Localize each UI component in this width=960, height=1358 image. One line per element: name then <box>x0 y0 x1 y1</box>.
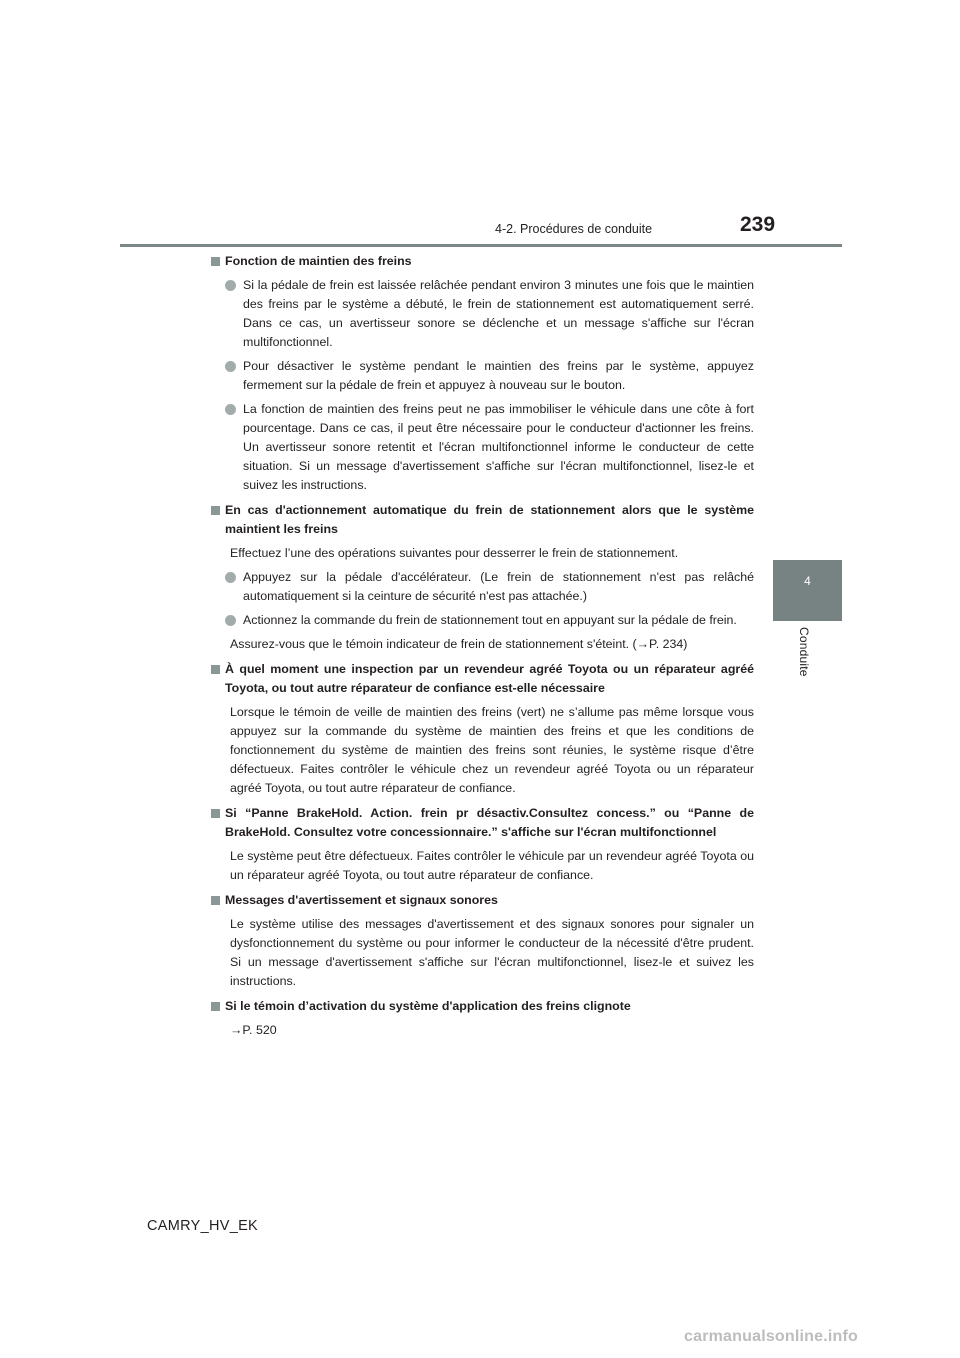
section-heading <box>210 501 754 539</box>
section-title: À quel moment une inspection par un revendeur agréé Toyota ou un réparateur agréé Toyota, ou tout autre réparateur de confiance est-elle nécessaire <box>225 662 754 695</box>
chapter-tab-label: Conduite <box>797 627 811 677</box>
section-title: En cas d'actionnement automatique du frein de stationnement alors que le système maintient les freins <box>225 503 754 536</box>
footer-model-code: CAMRY_HV_EK <box>147 1218 259 1234</box>
section-heading <box>210 660 754 698</box>
list-item <box>210 276 754 352</box>
circle-bullet-icon <box>225 572 236 583</box>
section-brake-indicator-flashing <box>210 997 754 1040</box>
section-title: Fonction de maintien des freins <box>225 254 412 268</box>
header-divider <box>120 244 842 247</box>
circle-bullet-icon <box>225 404 236 415</box>
section-body: Le système utilise des messages d'avertissement et des signaux sonores pour signaler un dysfonctionnement du système ou pour informer le conducteur de la nécessité d'être prudent. Si un message d'avertissement s'affiche sur l'écran multifonctionnel, lisez-le et suivez les instructions. <box>230 917 754 988</box>
section-title: Si “Panne BrakeHold. Action. frein pr désactiv.Consultez concess.” ou “Panne de BrakeHold. Consultez votre concessionnaire.” s'affiche sur l'écran multifonctionnel <box>225 806 754 839</box>
chapter-tab[interactable] <box>773 560 842 621</box>
page-reference-link[interactable]: →P. 520 <box>230 1023 277 1037</box>
section-body: Lorsque le témoin de veille de maintien des freins (vert) ne s’allume pas même lorsque vous appuyez sur la commande du système de maintien des freins et que les conditions de fonctionnement du système de maintien des freins sont réunies, le système risque d’être défectueux. Faites contrôler le véhicule chez un revendeur agréé Toyota ou un réparateur agréé Toyota, ou tout autre réparateur de confiance. <box>230 705 754 795</box>
section-auto-parking-brake <box>210 501 754 654</box>
list-item-text: La fonction de maintien des freins peut ne pas immobiliser le véhicule dans une côte à fort pourcentage. Dans ce cas, il peut être nécessaire pour le conducteur d'actionner les freins. Un avertisseur sonore retentit et l'écran multifonctionnel informe le conducteur de cette situation. Si un message d'avertissement s'affiche sur l'écran multifonctionnel, lisez-le et suivez les instructions. <box>243 402 754 492</box>
section-heading <box>210 804 754 842</box>
square-bullet-icon <box>211 896 220 905</box>
circle-bullet-icon <box>225 280 236 291</box>
section-brake-hold-function <box>210 252 754 495</box>
header-section-title: 4-2. Procédures de conduite <box>495 222 653 236</box>
list-item <box>210 357 754 395</box>
section-intro: Effectuez l’une des opérations suivantes pour desserrer le frein de stationnement. <box>230 546 679 560</box>
list-item-text: Pour désactiver le système pendant le maintien des freins par le système, appuyez fermement sur la pédale de frein et appuyez à nouveau sur le bouton. <box>243 359 754 392</box>
square-bullet-icon <box>211 665 220 674</box>
list-item <box>210 611 754 630</box>
list-item <box>210 568 754 606</box>
section-warning-messages <box>210 891 754 991</box>
chapter-tab-number: 4 <box>804 574 811 588</box>
page-reference-note[interactable]: Assurez-vous que le témoin indicateur de frein de stationnement s'éteint. (→P. 234) <box>230 637 688 651</box>
section-body: Le système peut être défectueux. Faites contrôler le véhicule par un revendeur agréé Toyota ou un réparateur agréé Toyota, ou tout autre réparateur de confiance. <box>230 849 754 882</box>
circle-bullet-icon <box>225 615 236 626</box>
section-heading <box>210 891 754 910</box>
section-heading <box>210 997 754 1016</box>
section-title: Messages d'avertissement et signaux sonores <box>225 893 498 907</box>
list-item-text: Actionnez la commande du frein de stationnement tout en appuyant sur la pédale de frein. <box>243 613 737 627</box>
list-item-text: Si la pédale de frein est laissée relâchée pendant environ 3 minutes une fois que le maintien des freins par le système a débuté, le frein de stationnement est automatiquement serré. Dans ce cas, un avertisseur sonore se déclenche et un message s'affiche sur l'écran multifonctionnel. <box>243 278 754 349</box>
section-inspection-needed <box>210 660 754 798</box>
square-bullet-icon <box>211 1002 220 1011</box>
watermark: carmanualsonline.info <box>684 1328 859 1345</box>
square-bullet-icon <box>211 809 220 818</box>
section-heading <box>210 252 754 271</box>
section-brakehold-failure-message <box>210 804 754 885</box>
page-number: 239 <box>740 213 776 236</box>
square-bullet-icon <box>211 257 220 266</box>
circle-bullet-icon <box>225 361 236 372</box>
list-item <box>210 400 754 495</box>
square-bullet-icon <box>211 506 220 515</box>
page-content <box>210 252 754 1046</box>
section-title: Si le témoin d’activation du système d'application des freins clignote <box>225 999 631 1013</box>
list-item-text: Appuyez sur la pédale d'accélérateur. (Le frein de stationnement n'est pas relâché automatiquement si la ceinture de sécurité n'est pas attachée.) <box>243 570 754 603</box>
